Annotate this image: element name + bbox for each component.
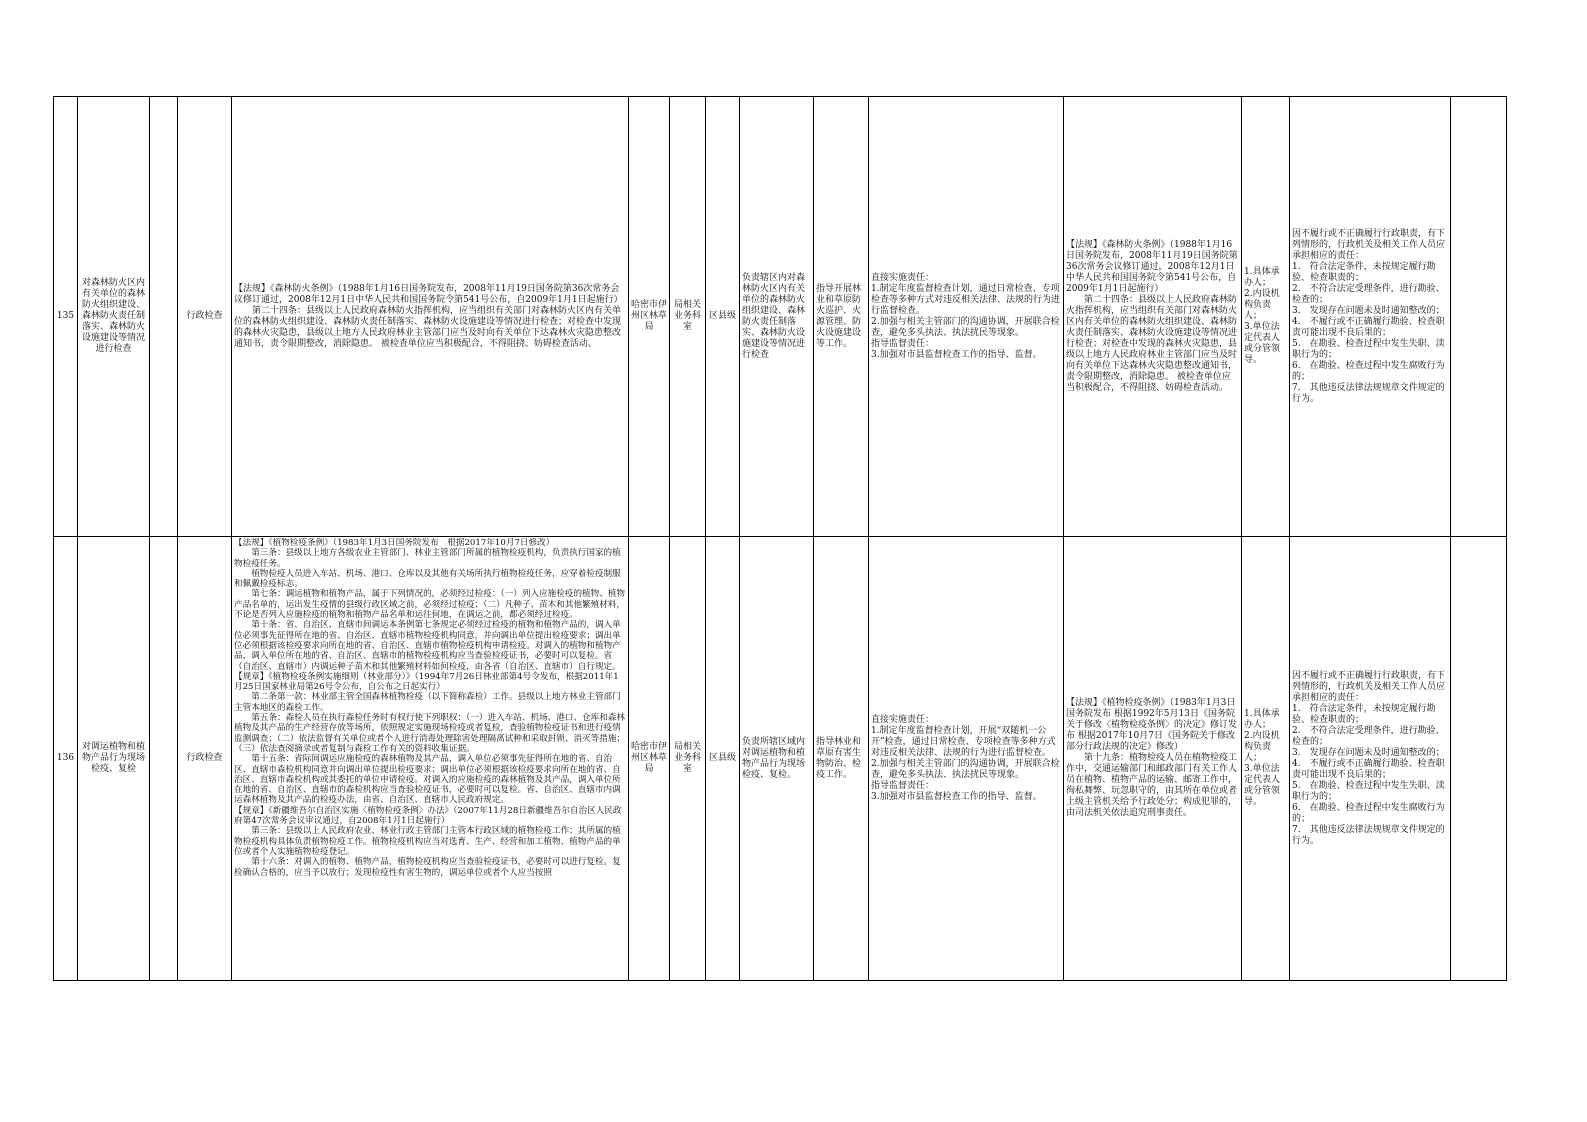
sub-item [150, 97, 178, 537]
legal-basis-cell [232, 537, 629, 981]
sub-item [150, 537, 178, 981]
row-number: 136 [54, 537, 78, 981]
guidance-duty: 指导开展林业和草原防火巡护、火源管理、防火设施建设等工作。 [814, 97, 869, 537]
responsibility-items: 直接实施责任： 1.制定年度监督检查计划，开展“双随机一公开”检查，通过日常检查、专项检查等多种方式对违反相关法律、法规的行为进行监督检查。 2.加强与相关主管部门的沟通协调，开展联合检查，避免多头执法、执法扰民等现象。 指导监督责任： 3.加强对市县监督检查工作的指导、监督。 [869, 537, 1064, 981]
item-name: 对调运植物和植物产品行为现场检疫、复检 [78, 537, 150, 981]
table-row [54, 97, 1507, 537]
implementing-department: 哈密市伊州区林草局 [629, 97, 670, 537]
accountability-situations: 因不履行或不正确履行行政职责，有下列情形的，行政机关及相关工作人员应承担相应的责任： 1. 符合法定条件，未按规定履行勘验、检查职责的； 2. 不符合法定受理条件，进行勘验、检查的； 3. 发现存在问题未及时通知整改的； 4. 不履行或不正确履行勘验、检查职责可能出现不良后果的； 5. 在勘验、检查过程中发生失职、渎职行为的； 6. 在勘验、检查过程中发生腐败行为的； 7. 其他违反法律法规规章文件规定的行为。 [1290, 537, 1451, 981]
responsibility-items: 直接实施责任： 1.制定年度监督检查计划，通过日常检查、专项检查等多种方式对违反相关法律、法规的行为进行监督检查。 2.加强与相关主管部门的沟通协调，开展联合检查，避免多头执法、执法扰民等现象。 指导监督责任： 3.加强对市县监督检查工作的指导、监督。 [869, 97, 1064, 537]
remarks [1451, 537, 1507, 981]
jurisdiction-scope: 负责辖区内对森林防火区内有关单位的森林防火组织建设、森林防火责任制落实、森林防火设施建设等情况进行检查 [740, 97, 814, 537]
responsible-unit: 局相关业务科室 [670, 537, 706, 981]
legal-basis: 【法规】《植物检疫条例》（1983年1月3日国务院发布 根据2017年10月7日修改） 第三条：县级以上地方各级农业主管部门、林业主管部门所属的植物检疫机构，负责执行国家的植物检疫任务。 植物检疫人员进入车站、机场、港口、仓库以及其他有关场所执行植物检疫任务，应穿着检疫制服和佩戴检疫标志。 第七条：调运植物和植物产品，属于下列情况的，必须经过检疫：（一）列入应施检疫的植物、植物产品名单的，运出发生疫情的县级行政区域之前，必须经过检疫；（二）凡种子、苗木和其他繁殖材料，不论是否列入应施检疫的植物和植物产品名单和运往何地，在调运之前，都必须经过检疫。 第十条：省、自治区、直辖市间调运本条例第七条规定必须经过检疫的植物和植物产品的，调入单位必须事先征得所在地的省、自治区、直辖市植物检疫机构同意，并向调出单位提出检疫要求；调出单位必须根据该检疫要求向所在地的省、自治区、直辖市植物检疫机构申请检疫。对调入的植物和植物产品，调入单位所在地的省、自治区、直辖市的植物检疫机构应当查验检疫证书，必要时可以复检。省（自治区、直辖市）内调运种子苗木和其他繁殖材料如何检疫，由各省（自治区、直辖市）自行规定。 【规章】《植物检疫条例实施细则（林业部分）》（1994年7月26日林业部第4号令发布，根据2011年1月25日国家林业局第26号令公布，自公布之日起实行） 第二条第一款：林业部主管全国森林植物检疫（以下简称森检）工作。县级以上地方林业主管部门主管本地区的森检工作。 第五条：森检人员在执行森检任务时有权行使下列职权：（一）进入车站、机场、港口、仓库和森林植物及其产品的生产经营存放等场所，依照规定实施现场检疫或者复检，查验植物检疫证书和进行疫情监测调查；（二）依法监督有关单位或者个人进行消毒处理除害处理隔离试种和采取封锁、消灭等措施；（三）依法查阅摘录或者复制与森检工作有关的资料收集证据。 第十五条：省际间调运应施检疫的森林植物及其产品，调入单位必须事先征得所在地的省、自治区、直辖市森检机构同意并向调出单位提出检疫要求；调出单位必须根据该检疫要求向所在地的省、自治区、直辖市森检机构或其委托的单位申请检疫。对调入的应施检疫的森林植物及其产品，调入单位所在地的省、自治区、直辖市的森检机构应当查验检疫证书，必要时可以复检。省、自治区、直辖市内调运森林植物及其产品的检疫办法，由省、自治区、直辖市人民政府规定。 【规章】《新疆维吾尔自治区实施〈植物检疫条例〉办法》（2007年11月28日新疆维吾尔自治区人民政府第47次常务会议审议通过，自2008年1月1日起施行） 第三条：县级以上人民政府农业、林业行政主管部门主管本行政区域的植物检疫工作；其所属的植物检疫机构具体负责植物检疫工作。植物检疫机构应当对选育、生产、经营和加工植物、植物产品的单位或者个人实施植物检疫登记。 第十六条：对调入的植物、植物产品，植物检疫机构应当查验检疫证书，必要时可以进行复检。复检确认合格的，应当予以放行；发现检疫性有害生物的，调运单位或者个人应当按照 [234, 538, 626, 878]
responsible-subject: 1.具体承办人； 2.内设机构负责人； 3.单位法定代表人或分管领导。 [1242, 537, 1290, 981]
legal-basis: 【法规】《森林防火条例》（1988年1月16日国务院发布，2008年11月19日国务院第36次常务会议修订通过，2008年12月1日中华人民共和国国务院令第541号公布，自2009年1月1日起施行） 第二十四条：县级以上人民政府森林防火指挥机构，应当组织有关部门对森林防火区内有关单位的森林防火组织建设、森林防火责任制落实、森林防火设施建设等情况进行检查；对检查中发现的森林火灾隐患，县级以上地方人民政府林业主管部门应当及时向有关单位下达森林火灾隐患整改通知书，责令限期整改，消除隐患。 被检查单位应当积极配合，不得阻挠、妨碍检查活动。 [232, 97, 629, 537]
administrative-level: 区县级 [706, 537, 740, 981]
responsible-subject: 1.具体承办人； 2.内设机构负责人； 3.单位法定代表人或分管领导。 [1242, 97, 1290, 537]
item-category: 行政检查 [178, 97, 232, 537]
legal-basis-clip [234, 538, 626, 978]
responsible-unit: 局相关业务科室 [670, 97, 706, 537]
administrative-level: 区县级 [706, 97, 740, 537]
responsibility-basis: 【法规】《植物检疫条例》（1983年1月3日国务院发布 根据1992年5月13日《国务院关于修改〈植物检疫条例〉的决定》修订发布 根据2017年10月7日《国务院关于修改部分行政法规的决定》修改） 第十九条：植物检疫人员在植物检疫工作中，交通运输部门和邮政部门有关工作人员在植物、植物产品的运输、邮寄工作中，徇私舞弊、玩忽职守的，由其所在单位或者上级主管机关给予行政处分；构成犯罪的，由司法机关依法追究刑事责任。 [1064, 537, 1242, 981]
remarks [1451, 97, 1507, 537]
guidance-duty: 指导林业和草原有害生物防治、检疫工作。 [814, 537, 869, 981]
accountability-situations: 因不履行或不正确履行行政职责，有下列情形的，行政机关及相关工作人员应承担相应的责任： 1. 符合法定条件，未按规定履行勘验、检查职责的； 2. 不符合法定受理条件，进行勘验、检查的； 3. 发现存在问题未及时通知整改的； 4. 不履行或不正确履行勘验、检查职责可能出现不良后果的； 5. 在勘验、检查过程中发生失职、渎职行为的； 6. 在勘验、检查过程中发生腐败行为的； 7. 其他违反法律法规规章文件规定的行为。 [1290, 97, 1451, 537]
table-row [54, 537, 1507, 981]
responsibility-basis: 【法规】《森林防火条例》（1988年1月16日国务院发布，2008年11月19日国务院第36次常务会议修订通过，2008年12月1日中华人民共和国国务院令第541号公布，自2009年1月1日起施行） 第二十四条：县级以上人民政府森林防火指挥机构，应当组织有关部门对森林防火区内有关单位的森林防火组织建设、森林防火责任制落实、森林防火设施建设等情况进行检查；对检查中发现的森林火灾隐患，县级以上地方人民政府林业主管部门应当及时向有关单位下达森林火灾隐患整改通知书，责令限期整改，消除隐患。 被检查单位应当积极配合，不得阻挠、妨碍检查活动。 [1064, 97, 1242, 537]
row-number: 135 [54, 97, 78, 537]
jurisdiction-scope: 负责所辖区域内对调运植物和植物产品行为现场检疫、复检。 [740, 537, 814, 981]
item-name: 对森林防火区内有关单位的森林防火组织建设、森林防火责任制落实、森林防火设施建设等情况进行检查 [78, 97, 150, 537]
item-category: 行政检查 [178, 537, 232, 981]
implementing-department: 哈密市伊州区林草局 [629, 537, 670, 981]
duty-list-table [53, 96, 1507, 981]
